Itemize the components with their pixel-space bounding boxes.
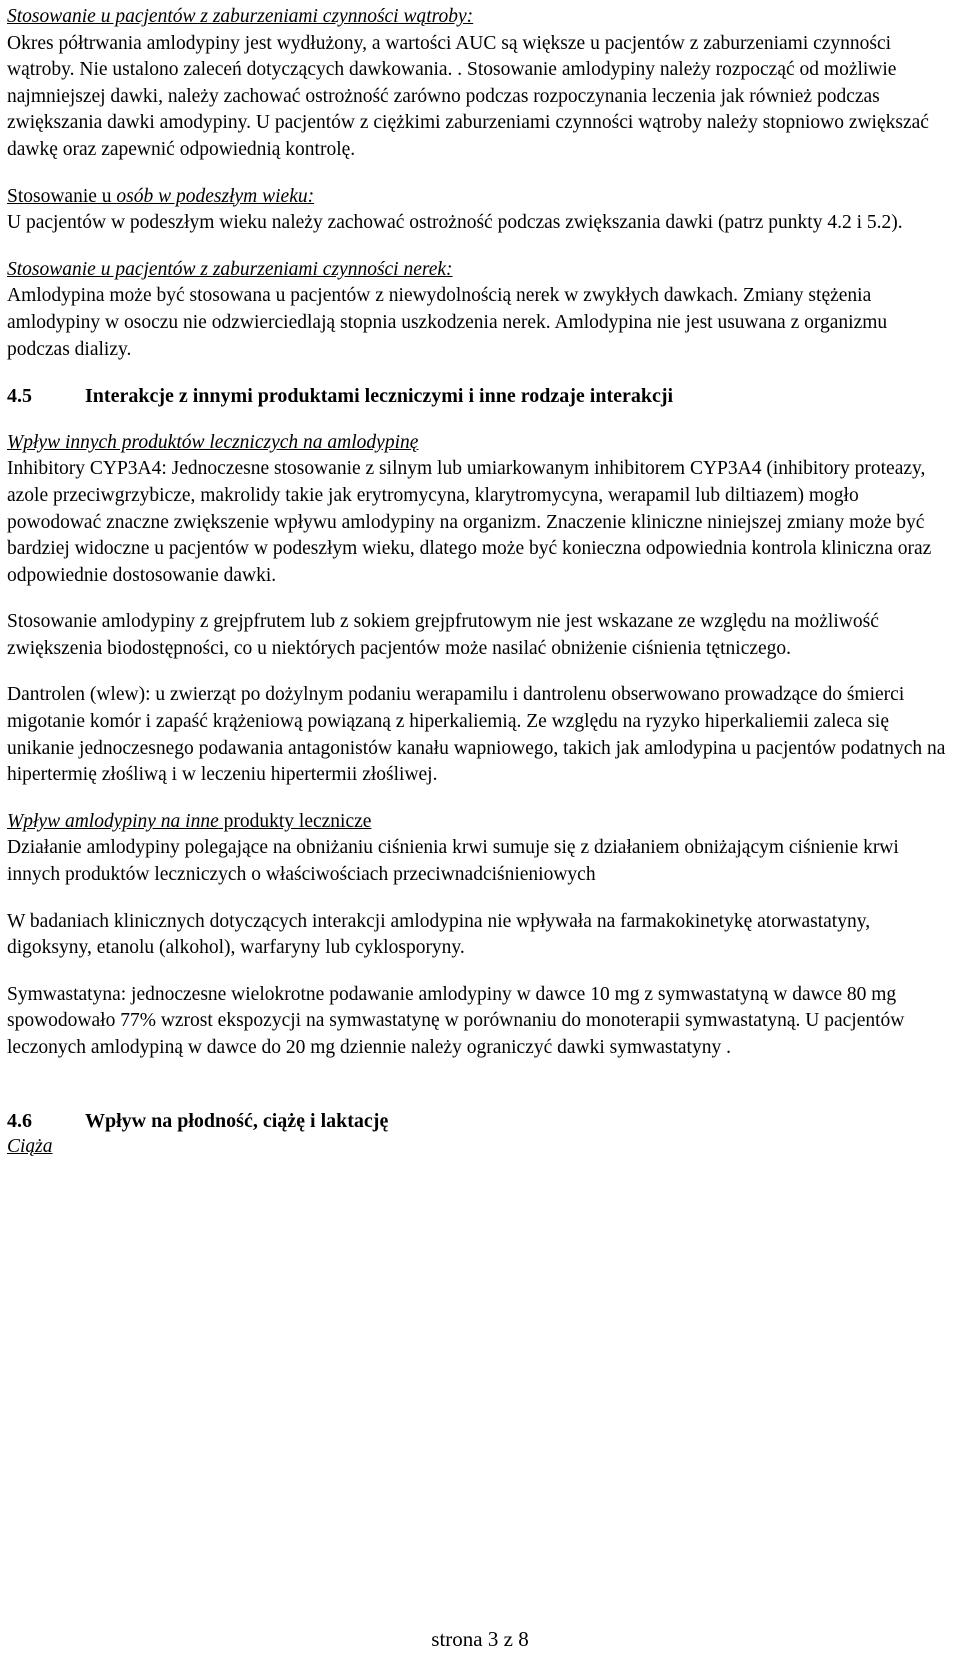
kidney-paragraph: Amlodypina może być stosowana u pacjentów z niewydolnością nerek w zwykłych dawkach. Zmiany stężenia amlodypiny w osoczu nie odzwierciedlają stopnia uszkodzenia nerek. Amlodypina nie jest usuwana z organizmu podczas dializy. [7,285,888,360]
elderly-subheading [7,184,947,211]
section-4-5-number: 4.5 [7,385,32,408]
page-number-footer: strona 3 z 8 [431,1627,529,1651]
section-4-5-paragraph-4: Działanie amlodypiny polegające na obniżaniu ciśnienia krwi sumuje się z działaniem obniżającym ciśnienie krwi innych produktów leczniczych o właściwościach przeciwnadciśnieniowych [7,837,899,886]
elderly-subheading-part1: Stosowanie u [7,185,117,207]
section-4-5-paragraph-3: Dantrolen (wlew): u zwierząt po dożylnym podaniu werapamilu i dantrolenu obserwowano prowadzące do śmierci migotanie komór i zapaść krążeniową powiązaną z hiperkaliemią. Ze względu na ryzyko hiperkaliemii zaleca się unikanie jednoczesnego podawania antagonistów kanału wapniowego, takich jak amlodypina u pacjentów podatnych na hipertermię złośliwą i w leczeniu hipertermii złośliwej. [7,684,946,786]
elderly-paragraph: U pacjentów w podeszłym wieku należy zachować ostrożność podczas zwiększania dawki (patrz punkty 4.2 i 5.2). [7,212,903,234]
section-4-5-heading [7,383,947,410]
kidney-subheading: Stosowanie u pacjentów z zaburzeniami czynności nerek: [7,258,453,280]
section-4-5-title: Interakcje z innymi produktami leczniczymi i inne rodzaje interakcji [85,385,674,408]
section-4-6-number: 4.6 [7,1109,32,1132]
section-4-6-sub1-title: Ciąża [7,1136,53,1158]
section-4-5-sub2-title [7,809,947,836]
section-4-5-sub2-title-part1: Wpływ amlodypiny na inne [7,810,219,832]
elderly-subheading-part2: osób w podeszłym wieku: [116,185,315,207]
section-4-5-paragraph-6: Symwastatyna: jednoczesne wielokrotne podawanie amlodypiny w dawce 10 mg z symwastatyną w dawce 80 mg spowodowało 77% wzrost ekspozycji na symwastatynę w porównaniu do monoterapii symwastatyną. U pacjentów leczonych amlodypiną w dawce do 20 mg dziennie należy ograniczyć dawki symwastatyny . [7,983,905,1058]
section-4-6-heading [7,1108,947,1135]
liver-paragraph: Okres półtrwania amlodypiny jest wydłużony, a wartości AUC są większe u pacjentów z zaburzeniami czynności wątroby. Nie ustalono zaleceń dotyczących dawkowania. . Stosowanie amlodypiny należy rozpocząć od możliwie najmniejszej dawki, należy zachować ostrożność zarówno podczas rozpoczynania leczenia jak również podczas zwiększania dawki amodypiny. U pacjentów z ciężkimi zaburzeniami czynności wątroby należy stopniowo zwiększać dawkę oraz zapewnić odpowiednią kontrolę. [7,32,929,160]
section-4-5-paragraph-1: Inhibitory CYP3A4: Jednoczesne stosowanie z silnym lub umiarkowanym inhibitorem CYP3A4 (inhibitory proteazy, azole przeciwgrzybicze, makrolidy takie jak erytromycyna, klarytromycyna, werapamil lub diltiazem) mogło powodować znaczne zwiększenie wpływu amlodypiny na organizm. Znaczenie kliniczne niniejszej zmiany może być bardziej widoczne u pacjentów w podeszłym wieku, dlatego może być konieczna odpowiednia kontrola kliniczna oraz odpowiednie dostosowanie dawki. [7,458,932,586]
section-4-5-sub1-title: Wpływ innych produktów leczniczych na amlodypinę [7,431,419,453]
document-page [7,4,947,1161]
section-4-5-paragraph-2: Stosowanie amlodypiny z grejpfrutem lub z sokiem grejpfrutowym nie jest wskazane ze względu na możliwość zwiększenia biodostępności, co u niektórych pacjentów może nasilać obniżenie ciśnienia tętniczego. [7,611,879,659]
section-4-6-title: Wpływ na płodność, ciążę i laktację [85,1109,389,1132]
section-4-5-sub2-title-part2: produkty lecznicze [218,810,372,832]
liver-subheading: Stosowanie u pacjentów z zaburzeniami czynności wątroby: [7,6,474,27]
section-4-5-paragraph-5: W badaniach klinicznych dotyczących interakcji amlodypina nie wpływała na farmakokinetykę atorwastatyny, digoksyny, etanolu (alkohol), warfaryny lub cyklosporyny. [7,910,871,959]
